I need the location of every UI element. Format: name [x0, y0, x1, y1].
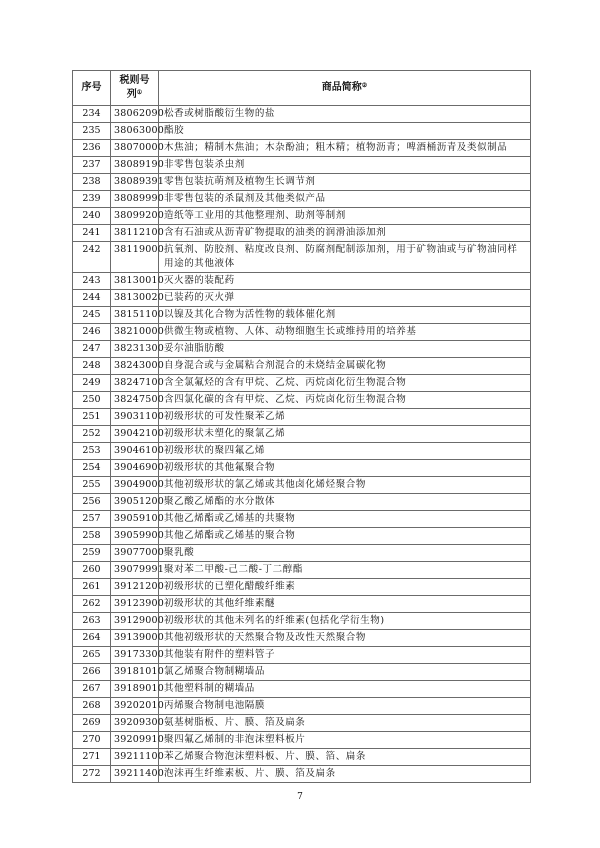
table-row — [73, 140, 531, 157]
row-number: 250 — [73, 392, 111, 409]
tariff-code: 39031100 — [111, 409, 159, 426]
row-number: 256 — [73, 494, 111, 511]
product-name: 初级形状的聚四氟乙烯 — [159, 443, 531, 460]
product-name: 非零售包装杀虫剂 — [159, 157, 531, 174]
tariff-code: 38151100 — [111, 307, 159, 324]
row-number: 237 — [73, 157, 111, 174]
tariff-code: 39189010 — [111, 681, 159, 698]
row-number: 254 — [73, 460, 111, 477]
tariff-code: 38243000 — [111, 358, 159, 375]
table-row — [73, 596, 531, 613]
row-number: 261 — [73, 579, 111, 596]
row-number: 245 — [73, 307, 111, 324]
product-name: 初级形状的其他未列名的纤维素(包括化学衍生物) — [159, 613, 531, 630]
product-name: 自身混合或与金属粘合剂混合的未烧结金属碳化物 — [159, 358, 531, 375]
tariff-code: 38231300 — [111, 341, 159, 358]
tariff-code: 39209300 — [111, 715, 159, 732]
product-name: 其他装有附件的塑料管子 — [159, 647, 531, 664]
row-number: 238 — [73, 174, 111, 191]
table-row — [73, 681, 531, 698]
table-row — [73, 647, 531, 664]
product-name: 其他乙烯酯或乙烯基的共聚物 — [159, 511, 531, 528]
row-number: 267 — [73, 681, 111, 698]
tariff-code: 39181010 — [111, 664, 159, 681]
table-row — [73, 528, 531, 545]
tariff-code: 39042100 — [111, 426, 159, 443]
row-number: 247 — [73, 341, 111, 358]
row-number: 234 — [73, 106, 111, 123]
tariff-code: 39211400 — [111, 766, 159, 783]
product-name: 抗氧剂、防胶剂、粘度改良剂、防腐剂配制添加剂，用于矿物油或与矿物油同样用途的其他液体 — [159, 242, 531, 273]
table-row — [73, 290, 531, 307]
row-number: 243 — [73, 273, 111, 290]
tariff-code: 39046100 — [111, 443, 159, 460]
table-row — [73, 106, 531, 123]
page-number: 7 — [297, 792, 303, 802]
product-name: 已装药的灭火弹 — [159, 290, 531, 307]
tariff-code: 39202010 — [111, 698, 159, 715]
product-name: 初级形状的可发性聚苯乙烯 — [159, 409, 531, 426]
table-row — [73, 409, 531, 426]
table-row — [73, 426, 531, 443]
row-number: 252 — [73, 426, 111, 443]
table-body — [73, 106, 531, 783]
table-row — [73, 732, 531, 749]
row-number: 268 — [73, 698, 111, 715]
table-row — [73, 392, 531, 409]
product-name: 零售包装抗萌剂及植物生长调节剂 — [159, 174, 531, 191]
table-row — [73, 579, 531, 596]
table-row — [73, 562, 531, 579]
table-row — [73, 208, 531, 225]
product-name: 其他初级形状的氯乙烯或其他卤化烯烃聚合物 — [159, 477, 531, 494]
header-seq: 序号 — [73, 71, 111, 106]
table-row — [73, 749, 531, 766]
table-row — [73, 358, 531, 375]
header-name: 商品简称② — [159, 71, 531, 106]
tariff-code: 39173300 — [111, 647, 159, 664]
product-name: 泡沫再生纤维素板、片、膜、箔及扁条 — [159, 766, 531, 783]
row-number: 242 — [73, 242, 111, 273]
product-name: 其他乙烯酯或乙烯基的聚合物 — [159, 528, 531, 545]
tariff-code: 38089990 — [111, 191, 159, 208]
product-name: 初级形状的其他纤维素醚 — [159, 596, 531, 613]
table-row — [73, 341, 531, 358]
tariff-code: 38130020 — [111, 290, 159, 307]
product-name: 氨基树脂板、片、膜、箔及扁条 — [159, 715, 531, 732]
row-number: 269 — [73, 715, 111, 732]
table-row — [73, 664, 531, 681]
tariff-code: 38062090 — [111, 106, 159, 123]
table-row — [73, 273, 531, 290]
product-name: 含四氯化碳的含有甲烷、乙烷、丙烷卤化衍生物混合物 — [159, 392, 531, 409]
product-name: 木焦油；精制木焦油；木杂酚油；粗木精；植物沥青；啤酒桶沥青及类似制品 — [159, 140, 531, 157]
product-name: 供微生物或植物、人体、动物细胞生长或维持用的培养基 — [159, 324, 531, 341]
row-number: 260 — [73, 562, 111, 579]
product-name: 聚乙酸乙烯酯的水分散体 — [159, 494, 531, 511]
row-number: 236 — [73, 140, 111, 157]
tariff-code: 39051200 — [111, 494, 159, 511]
tariff-code: 39079991 — [111, 562, 159, 579]
row-number: 249 — [73, 375, 111, 392]
row-number: 266 — [73, 664, 111, 681]
table-row — [73, 157, 531, 174]
product-name: 含全氯氟烃的含有甲烷、乙烷、丙烷卤化衍生物混合物 — [159, 375, 531, 392]
table-row — [73, 766, 531, 783]
product-name: 氯乙烯聚合物制糊墙品 — [159, 664, 531, 681]
row-number: 257 — [73, 511, 111, 528]
product-name: 以镍及其化合物为活性物的载体催化剂 — [159, 307, 531, 324]
product-name: 聚四氟乙烯制的非泡沫塑料板片 — [159, 732, 531, 749]
table-header-row — [73, 71, 531, 106]
tariff-code: 39129000 — [111, 613, 159, 630]
row-number: 259 — [73, 545, 111, 562]
tariff-code: 38247100 — [111, 375, 159, 392]
row-number: 255 — [73, 477, 111, 494]
product-name: 苯乙烯聚合物泡沫塑料板、片、膜、箔、扁条 — [159, 749, 531, 766]
product-name: 初级形状未塑化的聚氯乙烯 — [159, 426, 531, 443]
product-name: 聚对苯二甲酸-己二酸-丁二醇酯 — [159, 562, 531, 579]
row-number: 253 — [73, 443, 111, 460]
tariff-code: 38247500 — [111, 392, 159, 409]
tariff-code: 39059100 — [111, 511, 159, 528]
header-code: 税则号列① — [111, 71, 159, 106]
table-row — [73, 477, 531, 494]
table-row — [73, 375, 531, 392]
tariff-code: 39139000 — [111, 630, 159, 647]
table-row — [73, 443, 531, 460]
row-number: 264 — [73, 630, 111, 647]
row-number: 244 — [73, 290, 111, 307]
tariff-code: 39059900 — [111, 528, 159, 545]
row-number: 239 — [73, 191, 111, 208]
table-row — [73, 698, 531, 715]
table-row — [73, 630, 531, 647]
table-row — [73, 494, 531, 511]
header-code-footnote: ① — [136, 89, 143, 96]
table-row — [73, 715, 531, 732]
tariff-code: 38119000 — [111, 242, 159, 273]
product-name: 聚乳酸 — [159, 545, 531, 562]
tariff-code: 39121200 — [111, 579, 159, 596]
tariff-code: 39211100 — [111, 749, 159, 766]
tariff-code: 38210000 — [111, 324, 159, 341]
tariff-table-container — [72, 70, 530, 783]
row-number: 262 — [73, 596, 111, 613]
table-row — [73, 307, 531, 324]
row-number: 248 — [73, 358, 111, 375]
tariff-code: 39209910 — [111, 732, 159, 749]
product-name: 丙烯聚合物制电池隔膜 — [159, 698, 531, 715]
product-name: 妥尔油脂肪酸 — [159, 341, 531, 358]
product-name: 酯胶 — [159, 123, 531, 140]
tariff-code: 38130010 — [111, 273, 159, 290]
product-name: 含有石油或从沥青矿物提取的油类的润滑油添加剂 — [159, 225, 531, 242]
product-name: 造纸等工业用的其他整理剂、助剂等制剂 — [159, 208, 531, 225]
product-name: 灭火器的装配药 — [159, 273, 531, 290]
row-number: 272 — [73, 766, 111, 783]
row-number: 263 — [73, 613, 111, 630]
row-number: 270 — [73, 732, 111, 749]
product-name: 初级形状的已塑化醋酸纤维素 — [159, 579, 531, 596]
tariff-code: 38089190 — [111, 157, 159, 174]
tariff-code: 39049000 — [111, 477, 159, 494]
tariff-code: 38070000 — [111, 140, 159, 157]
product-name: 松香或树脂酸衍生物的盐 — [159, 106, 531, 123]
table-row — [73, 511, 531, 528]
table-row — [73, 191, 531, 208]
table-row — [73, 460, 531, 477]
product-name: 初级形状的其他氟聚合物 — [159, 460, 531, 477]
row-number: 235 — [73, 123, 111, 140]
tariff-code: 38063000 — [111, 123, 159, 140]
row-number: 241 — [73, 225, 111, 242]
row-number: 265 — [73, 647, 111, 664]
tariff-table — [72, 70, 531, 783]
table-row — [73, 545, 531, 562]
tariff-code: 38112100 — [111, 225, 159, 242]
tariff-code: 38099200 — [111, 208, 159, 225]
table-row — [73, 613, 531, 630]
row-number: 251 — [73, 409, 111, 426]
row-number: 240 — [73, 208, 111, 225]
product-name: 其他初级形状的天然聚合物及改性天然聚合物 — [159, 630, 531, 647]
table-row — [73, 174, 531, 191]
tariff-code: 39123900 — [111, 596, 159, 613]
tariff-code: 39077000 — [111, 545, 159, 562]
row-number: 258 — [73, 528, 111, 545]
product-name: 其他塑料制的糊墙品 — [159, 681, 531, 698]
product-name: 非零售包装的杀鼠剂及其他类似产品 — [159, 191, 531, 208]
table-row — [73, 123, 531, 140]
row-number: 246 — [73, 324, 111, 341]
table-row — [73, 324, 531, 341]
row-number: 271 — [73, 749, 111, 766]
tariff-code: 38089391 — [111, 174, 159, 191]
table-row — [73, 225, 531, 242]
header-name-footnote: ② — [361, 82, 368, 89]
table-row — [73, 242, 531, 273]
tariff-code: 39046900 — [111, 460, 159, 477]
